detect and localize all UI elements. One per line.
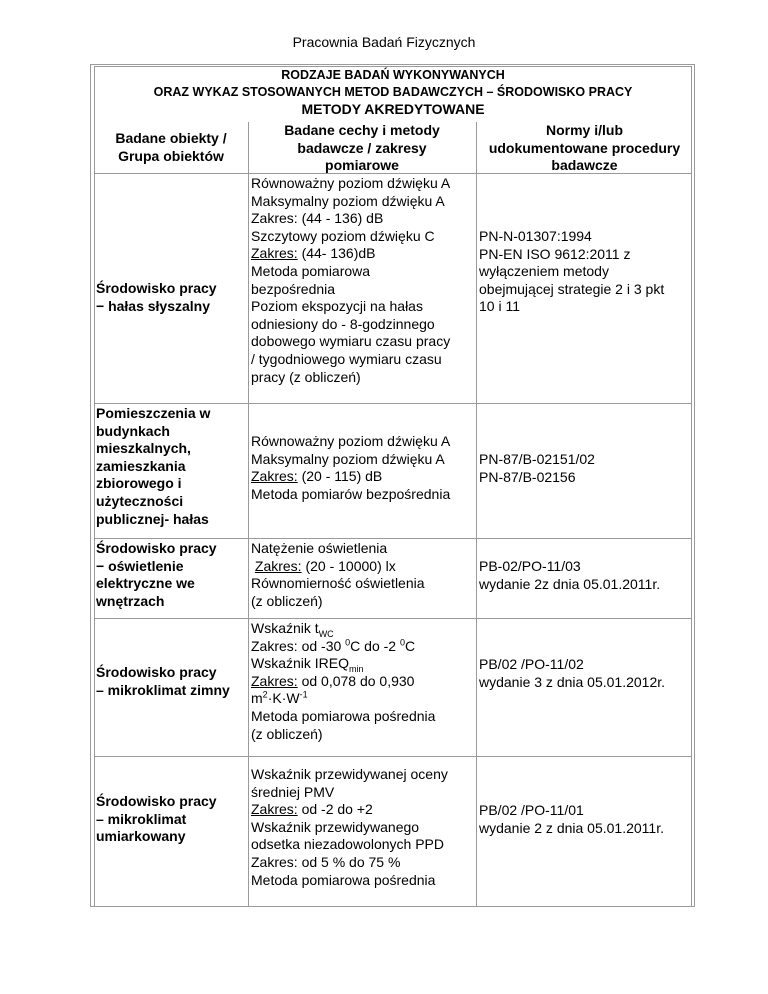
header-objects: Badane obiekty / Grupa obiektów [115,130,227,164]
row5-norms: PB/02 /PO-11/01 wydanie 2 z dnia 05.01.2011r. [479,802,664,836]
row2-object: Pomieszczenia w budynkach mieszkalnych, zamieszkania zbiorowego i użyteczności publicznej- hałas [96,405,211,527]
table-title-line3: METODY AKREDYTOWANE [301,101,485,117]
row-divider [94,538,692,539]
page-header: Pracownia Badań Fizycznych [292,34,476,50]
row1-norms: PN-N-01307:1994 PN-EN ISO 9612:2011 z wyłączeniem metody obejmującej strategie 2 i 3 pkt 10 i 11 [479,228,665,315]
row-divider [94,756,692,757]
table-title-line2: ORAZ WYKAZ STOSOWANYCH METOD BADAWCZYCH – ŚRODOWISKO PRACY [153,85,633,99]
header-norms: Normy i/lub udokumentowane procedury badawcze [488,122,681,174]
row1-methods: Równoważny poziom dźwięku A Maksymalny poziom dźwięku A Zakres: (44 - 136) dB Szczytowy poziom dźwięku C Zakres: (44- 136)dB Metoda pomiarowa bezpośrednia Poziom ekspozycji na hałas odniesiony do - 8-godzinnego dobowego wymiaru czasu pracy / tygodniowego wymiaru czasu pracy (z obliczeń) [251,175,451,385]
header-methods: Badane cechy i metody badawcze / zakresy pomiarowe [284,122,440,174]
row4-methods: Wskaźnik $t_{WC}$ Zakres: od -30 $^0$C do -2 $^0$C Wskaźnik $IREQ_{min}$ Zakres: od 0,078 do 0,930 $m^2\cdot K\cdot W^{-1}$ Metoda pomiarowa pośrednia (z obliczeń) [251,620,436,742]
row3-object: Środowisko pracy − oświetlenie elektryczne we wnętrzach [96,540,217,609]
table-title-line1: RODZAJE BADAŃ WYKONYWANYCH [281,68,505,82]
row3-norms: PB-02/PO-11/03 wydanie 2z dnia 05.01.2011r. [479,558,661,592]
row4-norms: PB/02 /PO-11/02 wydanie 3 z dnia 05.01.2012r. [479,656,666,690]
column-divider-2 [476,122,477,907]
row4-object: Środowisko pracy – mikroklimat zimny [96,664,230,698]
row-divider [94,403,692,404]
row-divider [94,618,692,619]
row5-object: Środowisko pracy – mikroklimat umiarkowany [96,793,217,845]
row2-norms: PN-87/B-02151/02 PN-87/B-02156 [479,451,595,485]
row2-methods: Równoważny poziom dźwięku A Maksymalny poziom dźwięku A Zakres: (20 - 115) dB Metoda pomiarów bezpośrednia [251,433,451,502]
column-divider-1 [248,122,249,907]
row5-methods: Wskaźnik przewidywanej oceny średniej PMV Zakres: od -2 do +2 Wskaźnik przewidywanego odsetka niezadowolonych PPD Zakres: od 5 % do 75 % Metoda pomiarowa pośrednia [251,766,448,888]
row3-methods: Natężenie oświetlenia Zakres: (20 - 10000) lx Równomierność oświetlenia (z obliczeń) [251,540,425,609]
row1-object: Środowisko pracy − hałas słyszalny [96,280,217,314]
